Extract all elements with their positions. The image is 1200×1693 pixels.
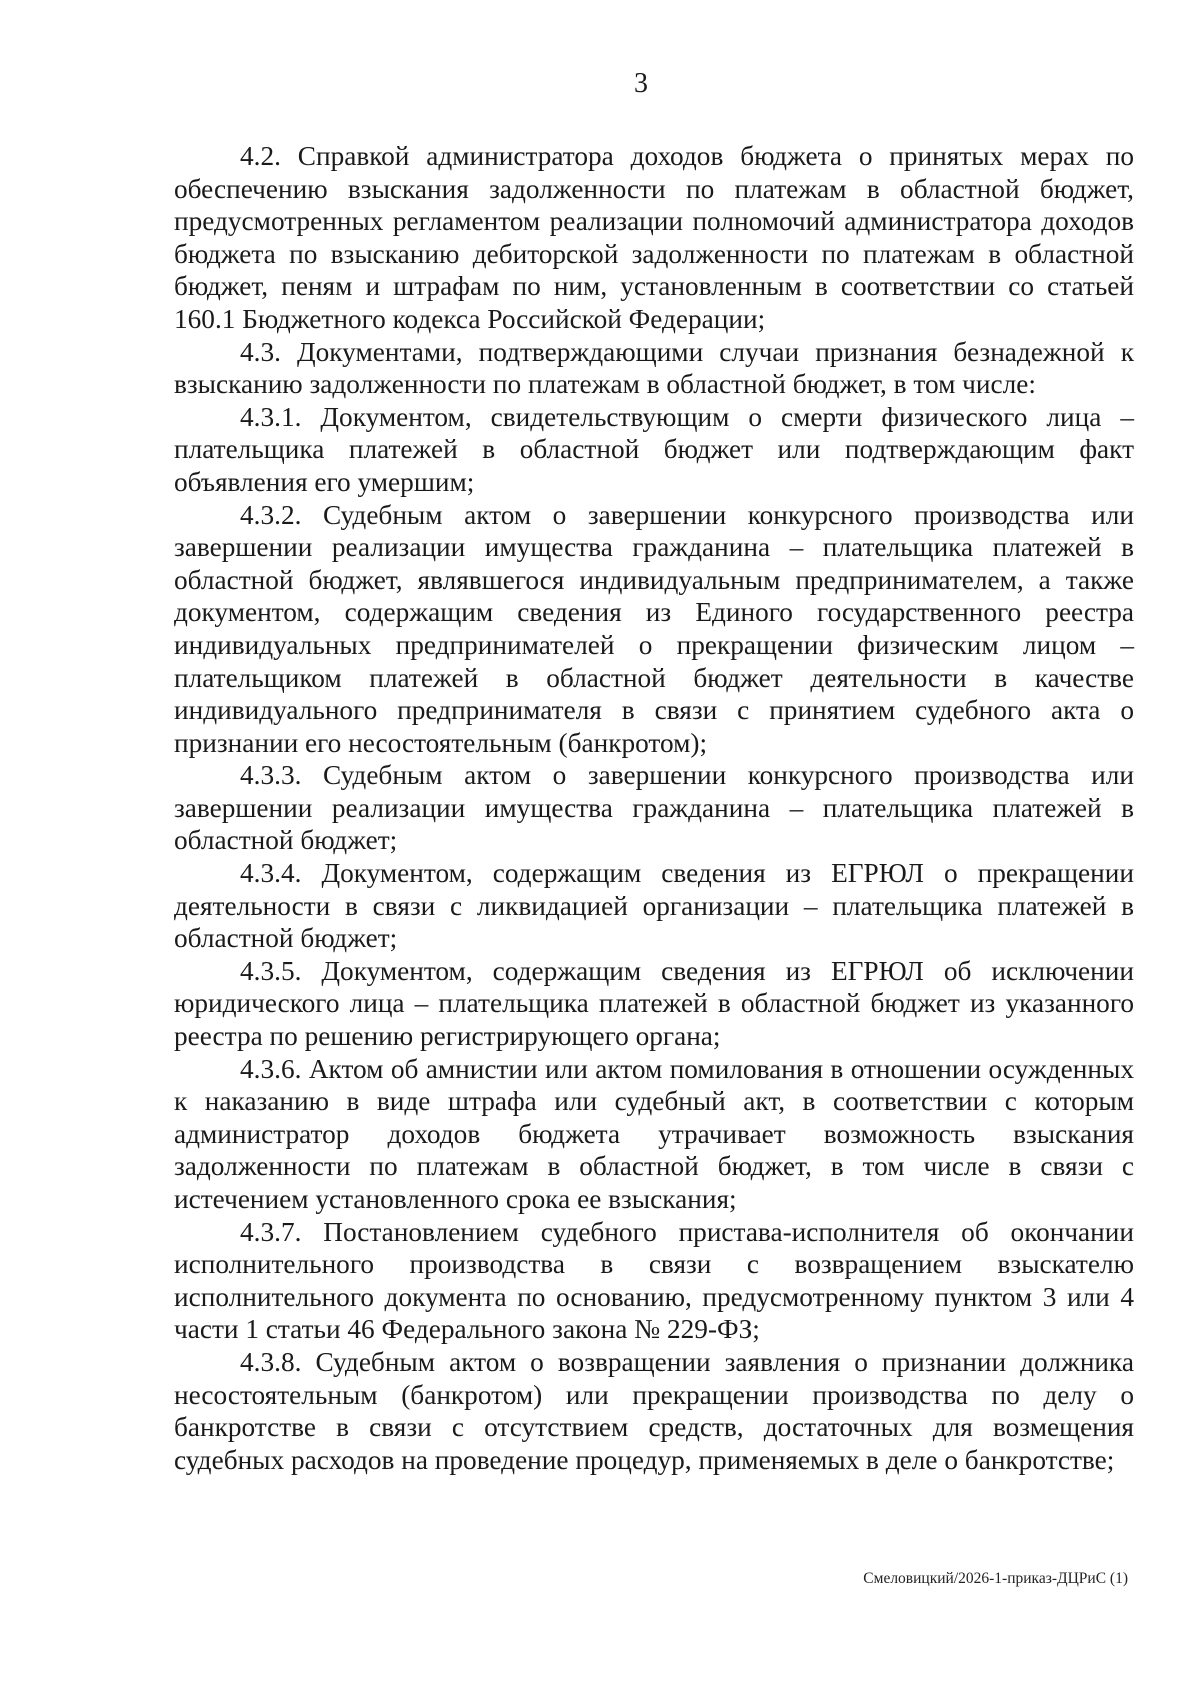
paragraph-4-3-3: 4.3.3. Судебным актом о завершении конкурсного производства или завершении реализации имущества гражданина – плательщика платежей в областной бюджет; [174,760,1134,856]
paragraph-4-3-4: 4.3.4. Документом, содержащим сведения из ЕГРЮЛ о прекращении деятельности в связи с ликвидацией организации – плательщика платежей в областной бюджет; [174,858,1134,954]
paragraph-4-3-5: 4.3.5. Документом, содержащим сведения из ЕГРЮЛ об исключении юридического лица – плательщика платежей в областной бюджет из указанного реестра по решению регистрирующего органа; [174,955,1134,1052]
paragraph-4-3-6: 4.3.6. Актом об амнистии или актом помилования в отношении осужденных к наказанию в виде штрафа или судебный акт, в соответствии с которым администратор доходов бюджета утрачивает возможность взыскания задолженности по платежам в областной бюджет, в том числе в связи с истечением установленного срока ее взыскания; [174,1053,1134,1214]
paragraph-4-2: 4.2. Справкой администратора доходов бюджета о принятых мерах по обеспечению взыскания задолженности по платежам в областной бюджет, предусмотренных регламентом реализации полномочий администратора доходов бюджета по взысканию дебиторской задолженности по платежам в областной бюджет, пеням и штрафам по ним, установленным в соответствии со статьей 160.1 Бюджетного кодекса Российской Федерации; [174,141,1134,334]
paragraph-4-3-8: 4.3.8. Судебным актом о возвращении заявления о признании должника несостоятельным (банкротом) или прекращении производства по делу о банкротстве в связи с отсутствием средств, достаточных для возмещения судебных расходов на проведение процедур, применяемых в деле о банкротстве; [174,1346,1134,1475]
page-number: 3 [634,68,648,99]
document-footer-reference: Смеловицкий/2026-1-приказ-ДЦРиС (1) [863,1570,1128,1587]
paragraph-4-3-7: 4.3.7. Постановлением судебного пристава-исполнителя об окончании исполнительного производства в связи с возвращением взыскателю исполнительного документа по основанию, предусмотренному пунктом 3 или 4 части 1 статьи 46 Федерального закона № 229-ФЗ; [174,1216,1134,1345]
paragraph-4-3-2: 4.3.2. Судебным актом о завершении конкурсного производства или завершении реализации имущества гражданина – плательщика платежей в областной бюджет, являвшегося индивидуальным предпринимателем, а также документом, содержащим сведения из Единого государственного реестра индивидуальных предпринимателей о прекращении физическим лицом – плательщиком платежей в областной бюджет деятельности в качестве индивидуального предпринимателя в связи с принятием судебного акта о признании его несостоятельным (банкротом); [174,499,1134,758]
document-body [174,140,1134,1476]
paragraph-4-3: 4.3. Документами, подтверждающими случаи признания безнадежной к взысканию задолженности по платежам в областной бюджет, в том числе: [174,336,1134,400]
paragraph-4-3-1: 4.3.1. Документом, свидетельствующим о смерти физического лица – плательщика платежей в областной бюджет или подтверждающим факт объявления его умершим; [174,401,1134,497]
